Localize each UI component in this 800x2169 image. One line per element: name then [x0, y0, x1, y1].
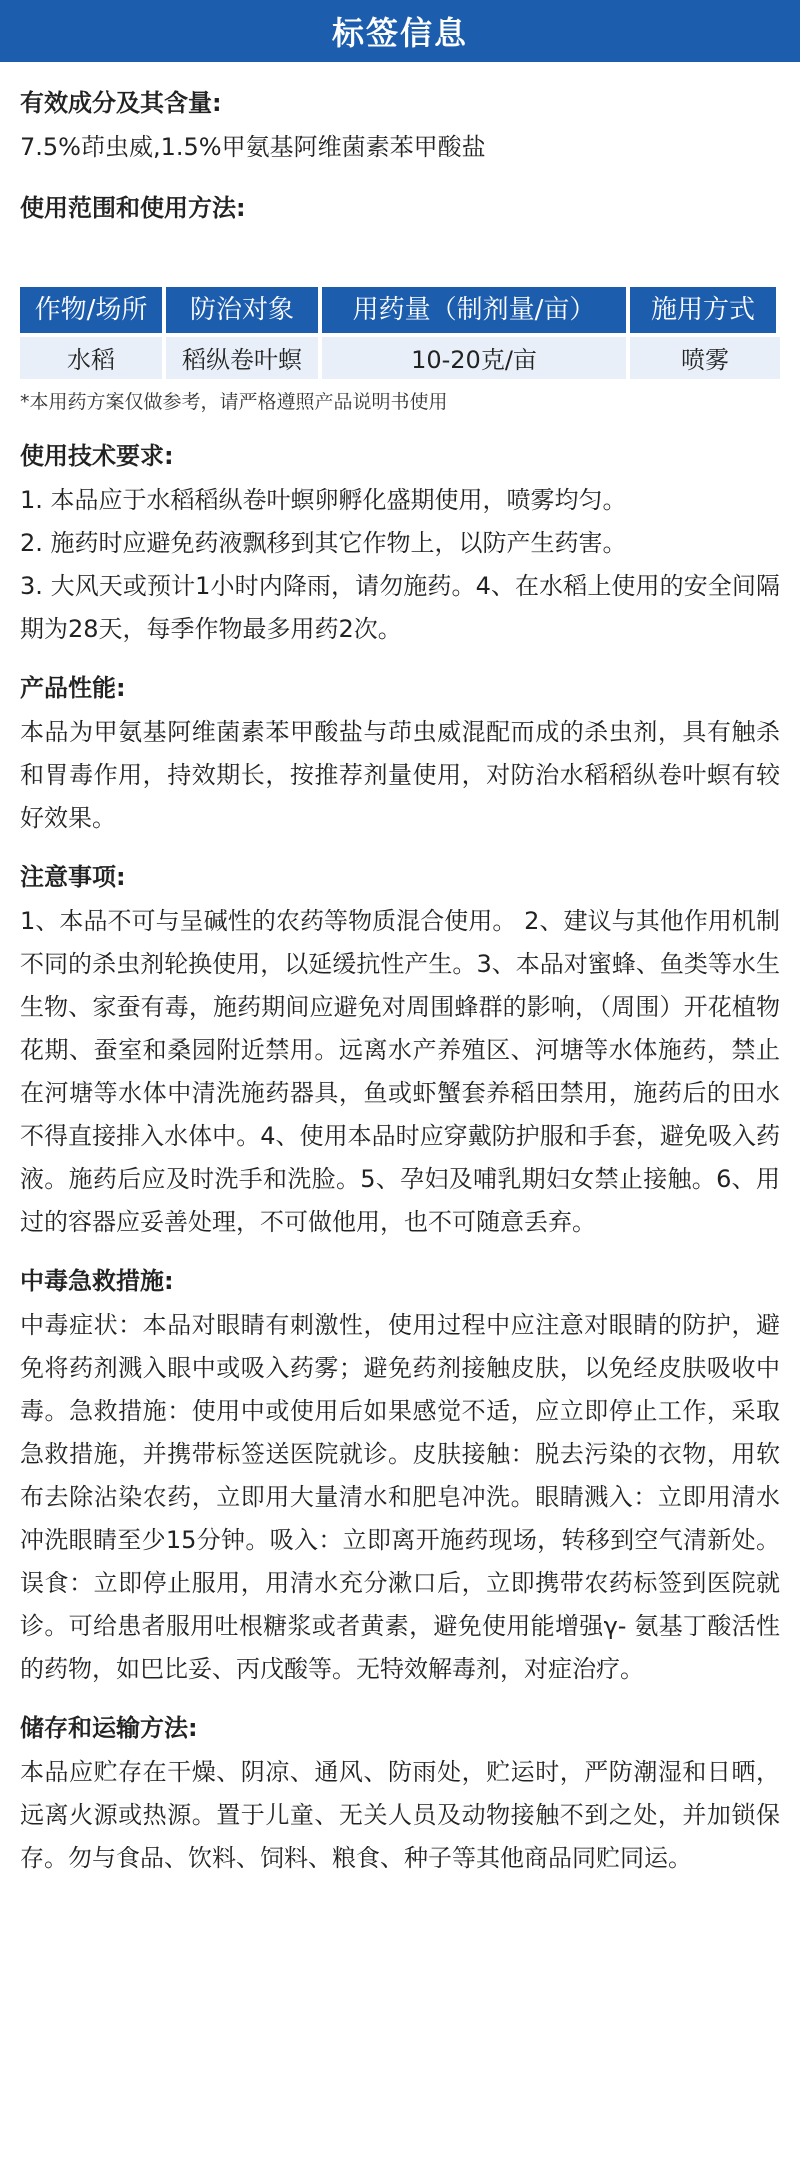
- ingredients-section: [20, 86, 780, 169]
- cautions-section: [20, 860, 780, 1244]
- table-cell-dosage: 10-20克/亩: [322, 333, 630, 379]
- ingredients-text: 7.5%茚虫威,1.5%甲氨基阿维菌素苯甲酸盐: [20, 133, 486, 161]
- table-cell-target: 稻纵卷叶螟: [166, 333, 322, 379]
- usage-note: *本用药方案仅做参考，请严格遵照产品说明书使用: [20, 391, 448, 413]
- label-content: [0, 86, 800, 1880]
- storage-section: [20, 1711, 780, 1880]
- table-cell-crop: 水稻: [20, 333, 166, 379]
- usage-section: [20, 191, 780, 417]
- cautions-title: 注意事项:: [20, 863, 126, 891]
- table-header-method: 施用方式: [630, 287, 780, 333]
- usage-table: [20, 287, 780, 379]
- performance-title: 产品性能:: [20, 674, 126, 702]
- usage-title: 使用范围和使用方法:: [20, 194, 246, 222]
- table-header-target: 防治对象: [166, 287, 322, 333]
- ingredients-title: 有效成分及其含量:: [20, 89, 222, 117]
- storage-title: 储存和运输方法:: [20, 1714, 198, 1742]
- table-header-crop: 作物/场所: [20, 287, 166, 333]
- performance-text: 本品为甲氨基阿维菌素苯甲酸盐与茚虫威混配而成的杀虫剂，具有触杀和胃毒作用，持效期长，按推荐剂量使用，对防治水稻稻纵卷叶螟有较好效果。: [20, 718, 780, 832]
- table-cell-method: 喷雾: [630, 333, 780, 379]
- tech-line-3: 3. 大风天或预计1小时内降雨，请勿施药。4、在水稻上使用的安全间隔期为28天，每季作物最多用药2次。: [20, 572, 780, 643]
- tech-title: 使用技术要求:: [20, 442, 174, 470]
- firstaid-text: 中毒症状：本品对眼睛有刺激性，使用过程中应注意对眼睛的防护，避免将药剂溅入眼中或吸入药雾；避免药剂接触皮肤，以免经皮肤吸收中毒。急救措施：使用中或使用后如果感觉不适，应立即停止工作，采取急救措施，并携带标签送医院就诊。皮肤接触：脱去污染的衣物，用软布去除沾染农药，立即用大量清水和肥皂冲洗。眼睛溅入：立即用清水冲洗眼睛至少15分钟。吸入：立即离开施药现场，转移到空气清新处。误食：立即停止服用，用清水充分漱口后，立即携带农药标签到医院就诊。可给患者服用吐根糖浆或者黄素，避免使用能增强γ- 氨基丁酸活性的药物，如巴比妥、丙戊酸等。无特效解毒剂，对症治疗。: [20, 1311, 780, 1683]
- page-header: [0, 0, 800, 62]
- tech-line-2: 2. 施药时应避免药液飘移到其它作物上，以防产生药害。: [20, 529, 627, 557]
- storage-text: 本品应贮存在干燥、阴凉、通风、防雨处，贮运时，严防潮湿和日晒，远离火源或热源。置于儿童、无关人员及动物接触不到之处，并加锁保存。勿与食品、饮料、饲料、粮食、种子等其他商品同贮同运。: [20, 1758, 780, 1872]
- firstaid-title: 中毒急救措施:: [20, 1267, 174, 1295]
- cautions-text: 1、本品不可与呈碱性的农药等物质混合使用。 2、建议与其他作用机制不同的杀虫剂轮换使用，以延缓抗性产生。3、本品对蜜蜂、鱼类等水生生物、家蚕有毒，施药期间应避免对周围蜂群的影响，（周围）开花植物花期、蚕室和桑园附近禁用。远离水产养殖区、河塘等水体施药，禁止在河塘等水体中清洗施药器具，鱼或虾蟹套养稻田禁用，施药后的田水不得直接排入水体中。4、使用本品时应穿戴防护服和手套，避免吸入药液。施药后应及时洗手和洗脸。5、孕妇及哺乳期妇女禁止接触。6、用过的容器应妥善处理，不可做他用，也不可随意丢弃。: [20, 907, 780, 1236]
- tech-section: [20, 439, 780, 651]
- table-header-dosage: 用药量（制剂量/亩）: [322, 287, 630, 333]
- tech-line-1: 1. 本品应于水稻稻纵卷叶螟卵孵化盛期使用，喷雾均匀。: [20, 486, 627, 514]
- firstaid-section: [20, 1264, 780, 1691]
- performance-section: [20, 671, 780, 840]
- page-title: 标签信息: [331, 14, 468, 52]
